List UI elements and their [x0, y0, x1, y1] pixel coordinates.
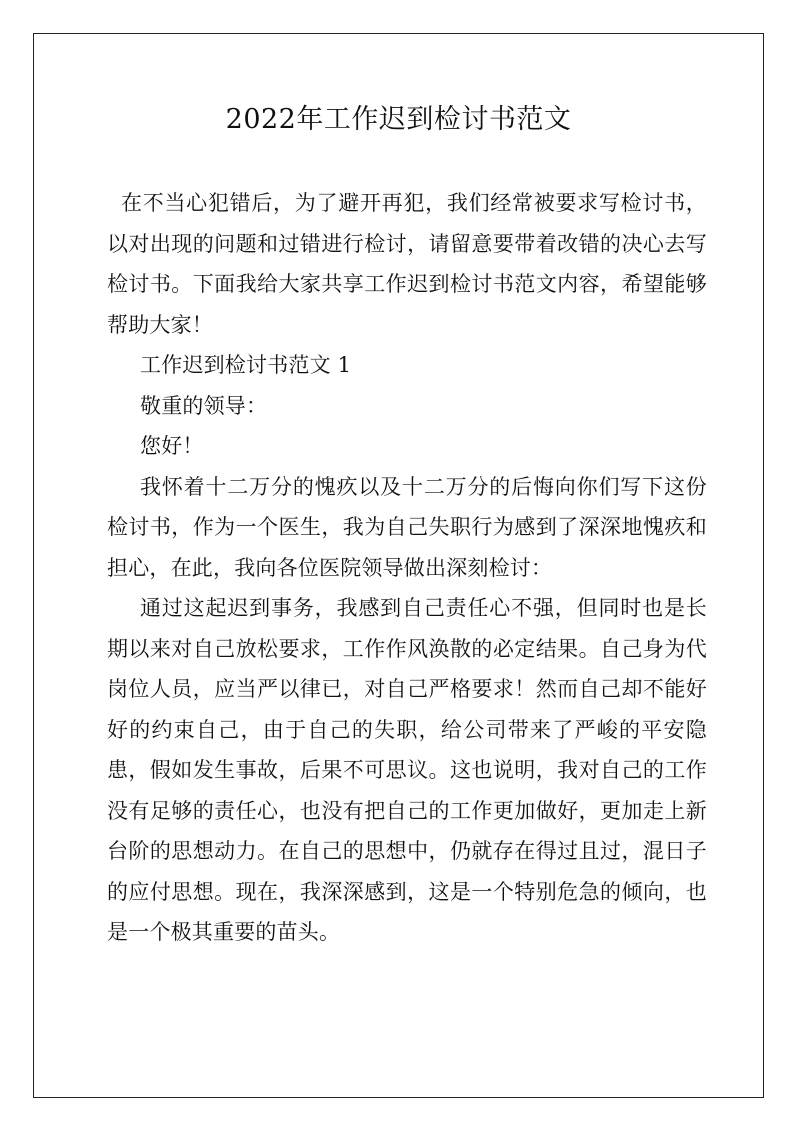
greeting: 您好！ [140, 434, 204, 458]
body-paragraph: 我怀着十二万分的愧疚以及十二万分的后悔向你们写下这份检讨书，作为一个医生，我为自己失职行为感到了深深地愧疚和担心，在此，我向各位医院领导做出深刻检讨： [107, 474, 707, 580]
body-paragraph: 通过这起迟到事务，我感到自己责任心不强，但同时也是长期以来对自己放松要求，工作作风涣散的必定结果。自己身为代岗位人员，应当严以律已，对自己严格要求！然而自己却不能好好的约束自己，由于自己的失职，给公司带来了严峻的平安隐患，假如发生事故，后果不可思议。这也说明，我对自己的工作没有足够的责任心，也没有把自己的工作更加做好，更加走上新台阶的思想动力。在自己的思想中，仍就存在得过且过，混日子的应付思想。现在，我深深感到，这是一个特别危急的倾向，也是一个极其重要的苗头。 [107, 596, 707, 944]
salutation: 敬重的领导： [140, 393, 268, 418]
section-heading: 工作迟到检讨书范文 1 [140, 353, 352, 377]
document-title: 2022年工作迟到检讨书范文 [225, 104, 572, 135]
document-body [107, 183, 707, 953]
intro-paragraph: 在不当心犯错后，为了避开再犯，我们经常被要求写检讨书，以对出现的问题和过错进行检讨，请留意要带着改错的决心去写检讨书。下面我给大家共享工作迟到检讨书范文内容，希望能够帮助大家！ [107, 191, 707, 337]
